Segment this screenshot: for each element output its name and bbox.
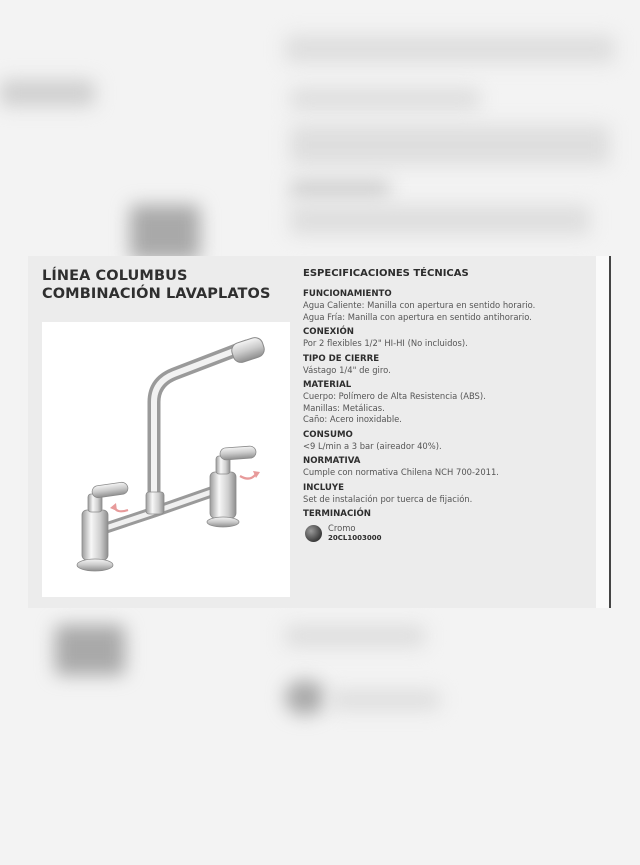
spec-title: FUNCIONAMIENTO [303, 289, 392, 299]
spec-title: CONSUMO [303, 429, 353, 440]
blurred-text-block [290, 180, 390, 198]
finish-text [328, 523, 381, 543]
spec-line: Manillas: Metálicas. [303, 402, 385, 413]
product-model-name: COMBINACIÓN LAVAPLATOS [42, 286, 271, 302]
right-handle-lever [220, 446, 257, 460]
right-rotation-arrow [240, 474, 256, 479]
specs-heading: ESPECIFICACIONES TÉCNICAS [303, 268, 469, 279]
blurred-text-block [285, 625, 425, 647]
spec-section-material [303, 380, 593, 426]
left-rotation-arrowhead [110, 503, 117, 511]
blurred-text-block [290, 205, 590, 235]
spec-title: INCLUYE [303, 482, 344, 493]
technical-specifications [303, 268, 593, 543]
blurred-swatch [285, 680, 325, 715]
spec-title: TERMINACIÓN [303, 509, 371, 519]
spec-line: Vástago 1/4" de giro. [303, 364, 391, 375]
finish-name: Cromo [328, 523, 356, 533]
card-divider [609, 256, 611, 608]
spec-title: CONEXIÓN [303, 327, 354, 337]
spec-section-incluye [303, 483, 593, 506]
spec-section-conexion [303, 327, 593, 350]
spec-line: Agua Fría: Manilla con apertura en sentido antihorario. [303, 311, 532, 322]
product-title [42, 267, 282, 303]
spec-line: Por 2 flexibles 1/2" HI-HI (No incluidos). [303, 338, 468, 348]
right-valve-body [210, 472, 236, 518]
spec-title: MATERIAL [303, 380, 352, 390]
spec-section-consumo [303, 430, 593, 453]
finish-code: 20CL1003000 [328, 534, 382, 542]
spec-section-normativa [303, 456, 593, 479]
blurred-text-block [290, 88, 480, 110]
spec-section-terminacion [303, 509, 593, 543]
left-base-plate [77, 559, 113, 571]
product-image [42, 322, 290, 597]
center-hub [146, 492, 164, 514]
product-line-name: LÍNEA COLUMBUS [42, 268, 188, 284]
spec-title: NORMATIVA [303, 456, 361, 466]
blurred-text-block [290, 125, 610, 165]
faucet-illustration [42, 322, 290, 597]
spec-line: Set de instalación por tuerca de fijación. [303, 493, 473, 504]
spec-section-funcionamiento [303, 289, 593, 323]
spec-line: Cumple con normativa Chilena NCH 700-2011. [303, 467, 499, 477]
chrome-swatch-icon [305, 525, 322, 542]
blurred-title-block [0, 80, 95, 106]
blurred-text-block [330, 690, 440, 710]
right-base-plate [207, 517, 239, 527]
left-handle-lever [91, 482, 128, 499]
spec-title: TIPO DE CIERRE [303, 353, 380, 364]
finish-option [303, 523, 593, 543]
spec-line: Cuerpo: Polímero de Alta Resistencia (ABS). [303, 391, 486, 401]
blurred-image-block [55, 625, 125, 675]
blurred-header-bar [285, 35, 615, 63]
card-margin [596, 256, 609, 608]
spec-section-tipo-de-cierre [303, 354, 593, 377]
spec-line: Caño: Acero inoxidable. [303, 414, 402, 424]
spout-head [230, 336, 267, 365]
blurred-image-block [130, 205, 200, 260]
left-valve-body [82, 510, 108, 560]
spec-line: <9 L/min a 3 bar (aireador 40%). [303, 440, 442, 451]
spec-line: Agua Caliente: Manilla con apertura en sentido horario. [303, 300, 536, 310]
